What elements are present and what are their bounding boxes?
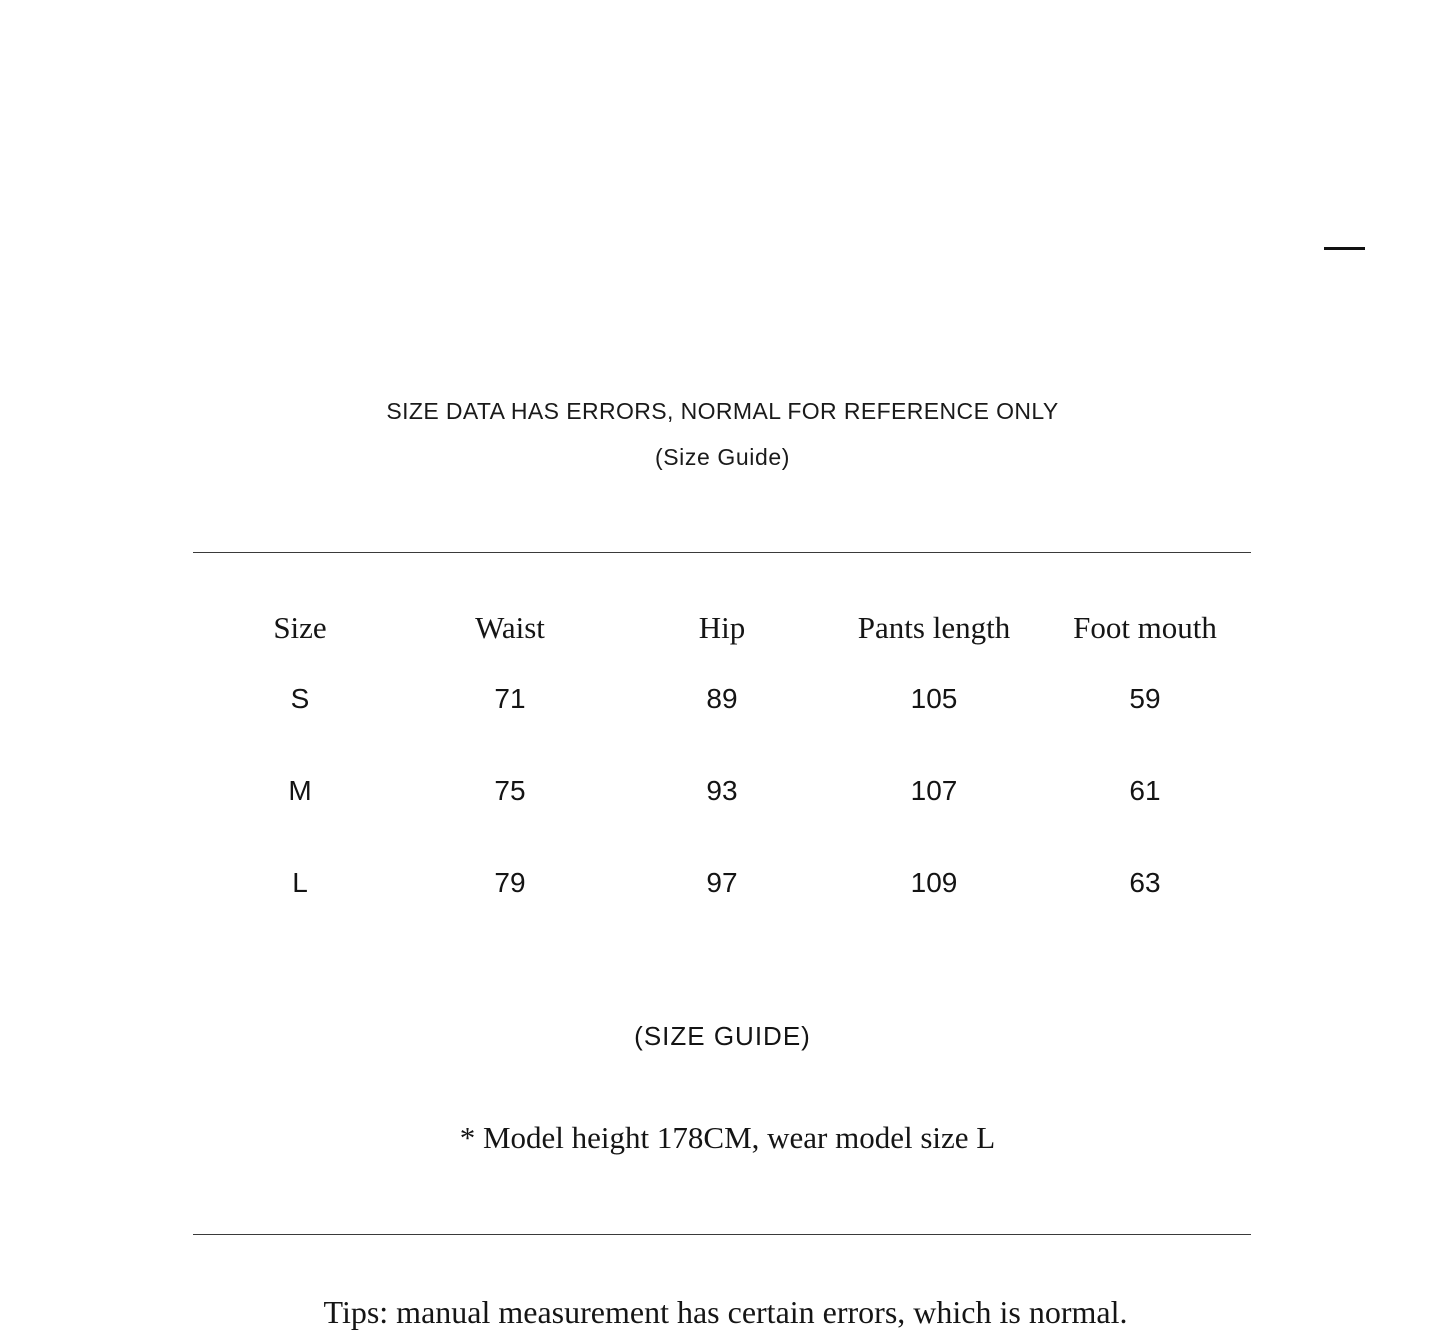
size-guide-subtitle: (Size Guide) [654, 444, 791, 470]
model-note: * Model height 178CM, wear model size L [459, 1120, 996, 1155]
cell-hip: 93 [706, 775, 738, 806]
cell-foot-mouth: 61 [1129, 775, 1161, 806]
cell-size: S [290, 683, 310, 714]
header-foot-mouth: Foot mouth [1073, 610, 1217, 645]
disclaimer-heading: SIZE DATA HAS ERRORS, NORMAL FOR REFERENCE ONLY [386, 398, 1059, 424]
cell-waist: 71 [494, 683, 526, 714]
cell-foot-mouth: 59 [1129, 683, 1161, 714]
cell-pants-length: 107 [910, 775, 958, 806]
cell-waist: 79 [494, 867, 526, 898]
cell-waist: 75 [494, 775, 526, 806]
header-hip: Hip [698, 610, 746, 645]
header-size: Size [273, 610, 327, 645]
cell-pants-length: 105 [910, 683, 958, 714]
header-waist: Waist [475, 610, 545, 645]
cell-size: L [292, 867, 308, 898]
cell-foot-mouth: 63 [1129, 867, 1161, 898]
header-pants-length: Pants length [857, 610, 1011, 645]
size-guide-label: (SIZE GUIDE) [634, 1021, 811, 1051]
tips-text: Tips: manual measurement has certain errors, which is normal. [323, 1294, 1128, 1330]
dash-mark [1324, 247, 1365, 250]
cell-hip: 97 [706, 867, 738, 898]
bottom-divider [193, 1234, 1251, 1235]
top-divider [193, 552, 1251, 553]
cell-hip: 89 [706, 683, 738, 714]
cell-size: M [288, 775, 312, 806]
cell-pants-length: 109 [910, 867, 958, 898]
